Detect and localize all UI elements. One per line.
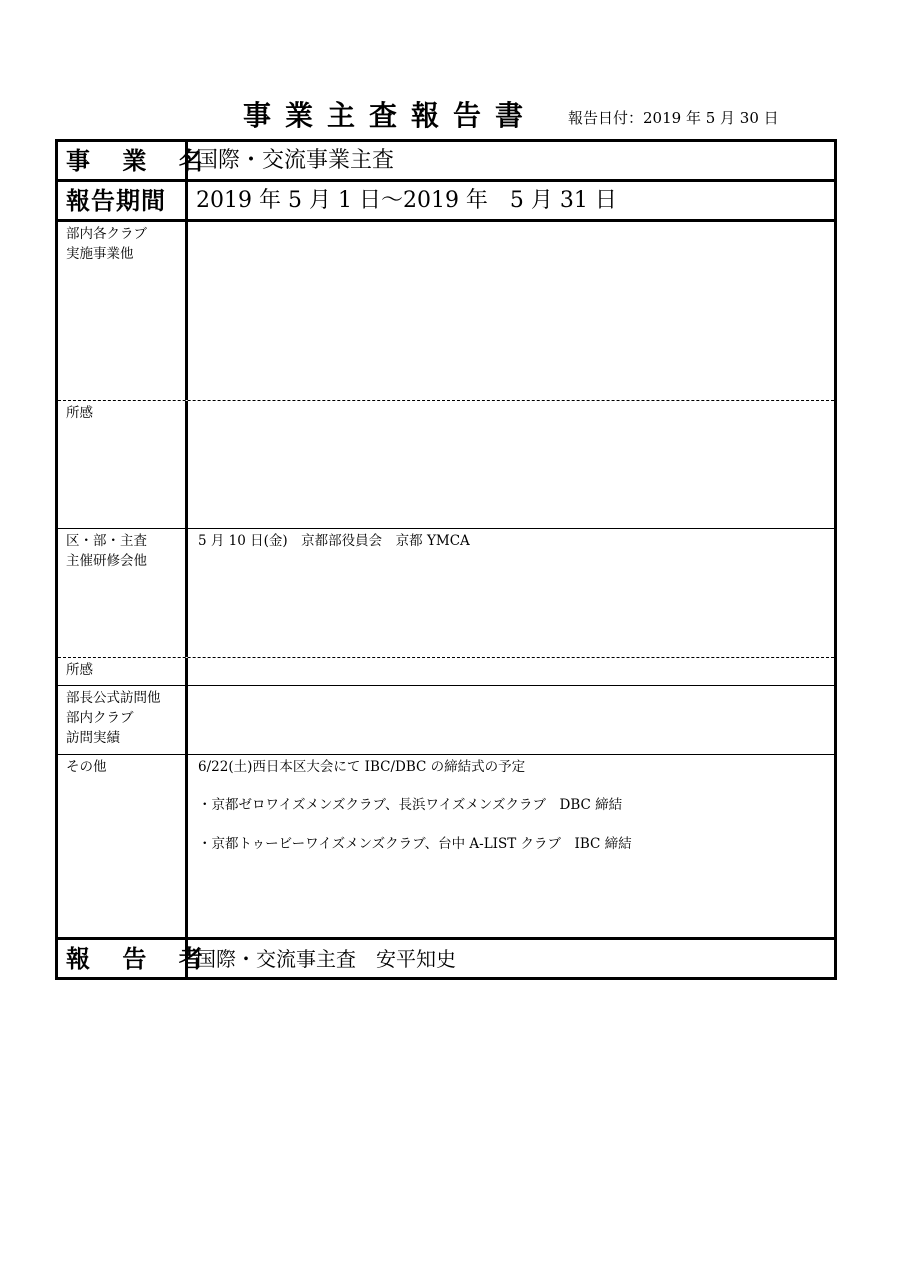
project-label: 事 業 名 (66, 147, 215, 175)
period-label: 報告期間 (66, 187, 166, 215)
other-row (58, 754, 834, 937)
other-line-1: 6/22(土)西日本区大会にて IBC/DBC の締結式の予定 (198, 759, 526, 775)
period-value: 2019 年 5 月 1 日〜2019 年 5 月 31 日 (196, 188, 617, 213)
reporter-row (58, 937, 834, 977)
club-events-label: 部内各クラブ 実施事業他 (66, 226, 147, 262)
document-title: 事業主査報告書 (243, 99, 538, 132)
visits-label: 部長公式訪問他 部内クラブ 訪問実績 (66, 690, 161, 746)
other-label: その他 (66, 759, 107, 775)
district-events-row (58, 528, 834, 657)
visits-row (58, 685, 834, 754)
other-line-3: ・京都トゥービーワイズメンズクラブ、台中 A-LIST クラブ IBC 締結 (198, 836, 632, 852)
project-value: 国際・交流事業主査 (196, 148, 395, 173)
club-impressions-row (58, 400, 834, 528)
project-row (58, 142, 834, 179)
club-impressions-value (188, 401, 834, 404)
reporter-value: 国際・交流事主査 安平知史 (196, 947, 456, 971)
district-events-value: 5 月 10 日(金) 京都部役員会 京都 YMCA (198, 533, 470, 549)
visits-value (188, 686, 834, 689)
district-events-label: 区・部・主査 主催研修会他 (66, 533, 147, 569)
district-impressions-row (58, 657, 834, 685)
club-events-value (188, 222, 834, 225)
district-impressions-label: 所感 (66, 662, 93, 678)
club-impressions-label: 所感 (66, 405, 93, 421)
report-form (55, 139, 837, 980)
reporter-label: 報 告 者 (66, 945, 215, 973)
club-events-row (58, 219, 834, 400)
district-impressions-value (188, 658, 834, 661)
report-date: 報告日付：2019 年 5 月 30 日 (568, 109, 779, 127)
period-row (58, 179, 834, 219)
other-line-2: ・京都ゼロワイズメンズクラブ、長浜ワイズメンズクラブ DBC 締結 (198, 797, 623, 813)
